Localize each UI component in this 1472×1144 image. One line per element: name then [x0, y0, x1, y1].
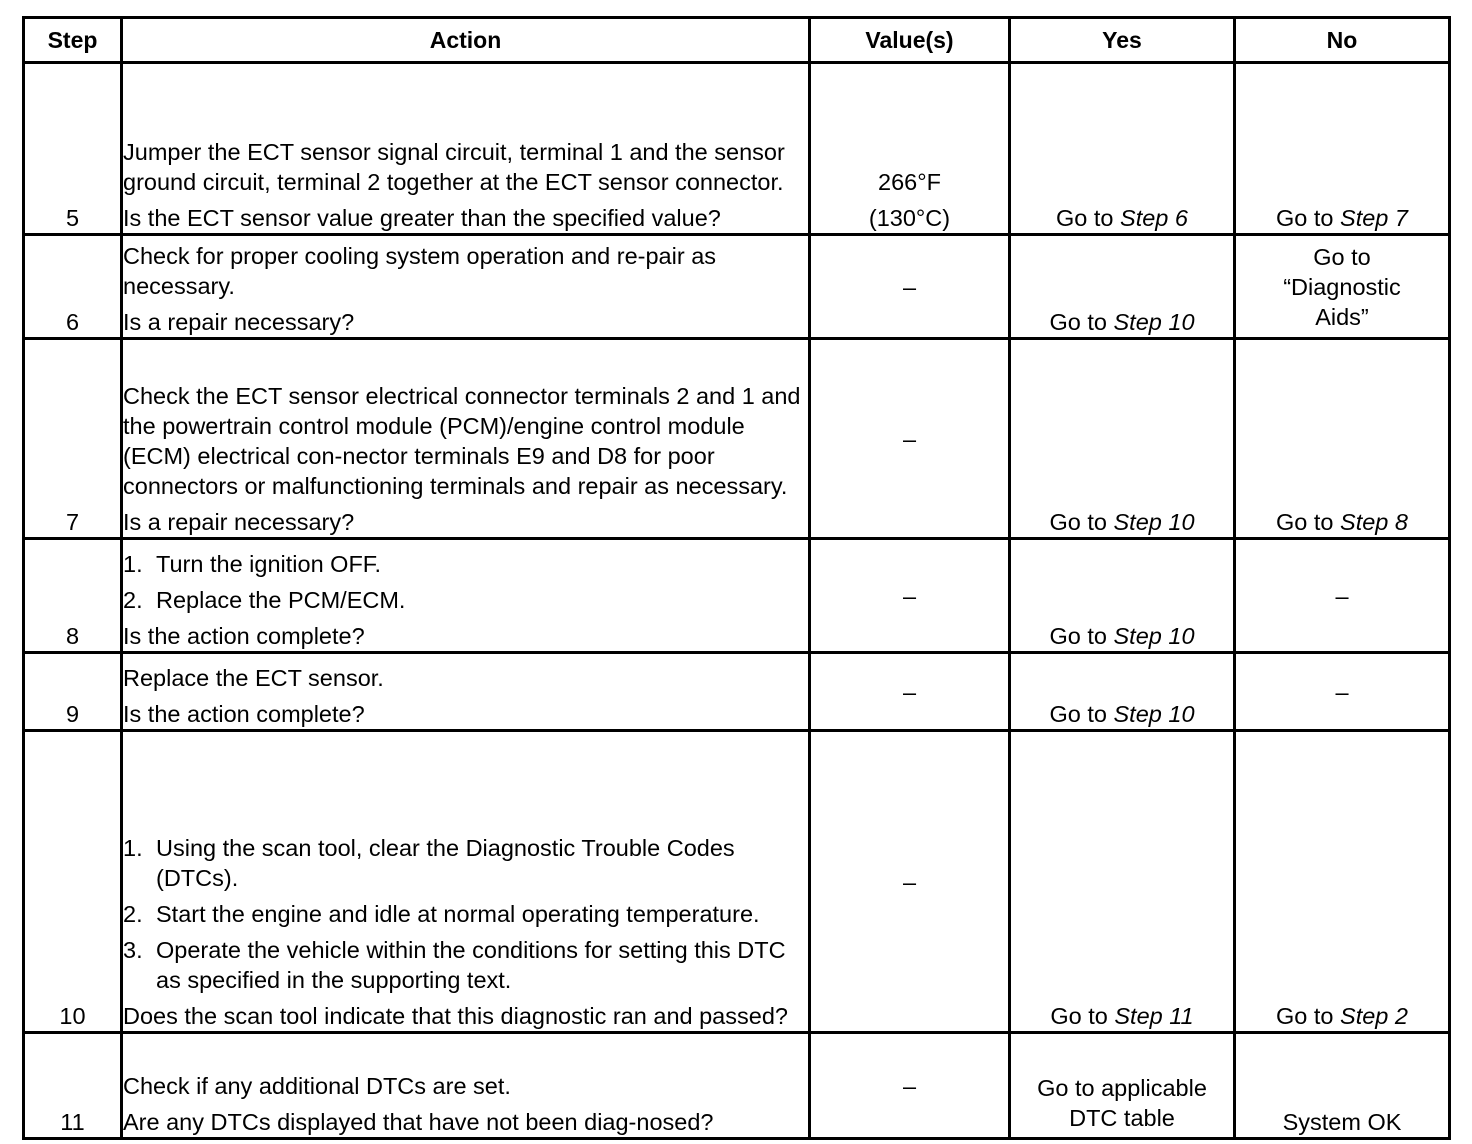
- list-text: Using the scan tool, clear the Diagnostic Trouble Codes (DTCs).: [156, 835, 735, 891]
- yes-step-link[interactable]: Step 10: [1113, 701, 1195, 727]
- action-cell: [122, 653, 810, 731]
- no-cell: System OK: [1235, 1033, 1450, 1139]
- action-text: Jumper the ECT sensor signal circuit, terminal 1 and the sensor ground circuit, terminal 2 together at the ECT sensor connector.: [123, 139, 785, 195]
- yes-step-link[interactable]: Step 10: [1113, 509, 1195, 535]
- list-item: [123, 833, 808, 893]
- yes-step-link[interactable]: Step 10: [1113, 309, 1195, 335]
- yes-cell: [1010, 731, 1235, 1033]
- value-cell: [810, 63, 1010, 235]
- action-text: Check if any additional DTCs are set.: [123, 1073, 511, 1099]
- list-text: Start the engine and idle at normal operating temperature.: [156, 901, 760, 927]
- action-cell: [122, 63, 810, 235]
- action-text: Check the ECT sensor electrical connector terminals 2 and 1 and the powertrain control module (PCM)/engine control module (ECM) electrical con-nector terminals E9 and D8 for poor connectors or malfunctioning terminals and repair as necessary.: [123, 383, 801, 499]
- value-cell: –: [810, 339, 1010, 539]
- value-cell: –: [810, 235, 1010, 339]
- value-cell: –: [810, 1033, 1010, 1139]
- diagnostic-table: [22, 16, 1451, 1140]
- yes-step-link[interactable]: Step 6: [1120, 205, 1188, 231]
- yes-step-link[interactable]: Step 10: [1113, 623, 1195, 649]
- yes-prefix: Go to: [1050, 1003, 1115, 1029]
- table-row: [24, 653, 1450, 731]
- list-item: [123, 935, 808, 995]
- step-number: 8: [24, 539, 122, 653]
- yes-cell[interactable]: Go to applicable DTC table: [1010, 1033, 1235, 1139]
- list-number: 2.: [123, 901, 143, 927]
- list-item: [123, 549, 808, 579]
- no-step-link[interactable]: Step 2: [1340, 1003, 1408, 1029]
- no-step-link[interactable]: Step 8: [1340, 509, 1408, 535]
- no-cell: [1235, 339, 1450, 539]
- value-cell: –: [810, 653, 1010, 731]
- yes-prefix: Go to: [1056, 205, 1121, 231]
- action-question: Are any DTCs displayed that have not been diag-nosed?: [123, 1109, 714, 1135]
- yes-step-link[interactable]: Step 11: [1114, 1003, 1194, 1029]
- step-number: 7: [24, 339, 122, 539]
- no-cell: –: [1235, 539, 1450, 653]
- step-number: 9: [24, 653, 122, 731]
- action-cell: [122, 731, 810, 1033]
- list-number: 2.: [123, 587, 143, 613]
- yes-cell: [1010, 235, 1235, 339]
- action-question: Does the scan tool indicate that this diagnostic ran and passed?: [123, 1003, 788, 1029]
- yes-prefix: Go to: [1049, 509, 1114, 535]
- yes-prefix: Go to: [1049, 701, 1114, 727]
- yes-cell: [1010, 539, 1235, 653]
- yes-prefix: Go to: [1049, 309, 1114, 335]
- action-question: Is the action complete?: [123, 623, 365, 649]
- no-cell: [1235, 63, 1450, 235]
- header-row: [24, 18, 1450, 63]
- no-prefix: Go to: [1276, 205, 1341, 231]
- action-cell: [122, 339, 810, 539]
- yes-cell: [1010, 339, 1235, 539]
- value-fahrenheit: 266°F: [878, 169, 941, 195]
- no-cell[interactable]: Go to “Diagnostic Aids”: [1235, 235, 1450, 339]
- list-number: 3.: [123, 937, 143, 963]
- action-cell: [122, 539, 810, 653]
- header-step: Step: [24, 18, 122, 63]
- action-question: Is a repair necessary?: [123, 309, 355, 335]
- list-number: 1.: [123, 551, 143, 577]
- no-cell: –: [1235, 653, 1450, 731]
- step-number: 10: [24, 731, 122, 1033]
- table-row: [24, 731, 1450, 1033]
- action-text: Replace the ECT sensor.: [123, 665, 384, 691]
- table-row: [24, 539, 1450, 653]
- yes-cell: [1010, 653, 1235, 731]
- list-text: Operate the vehicle within the conditions for setting this DTC as specified in the supporting text.: [156, 937, 786, 993]
- list-text: Replace the PCM/ECM.: [156, 587, 406, 613]
- list-item: [123, 899, 808, 929]
- step-number: 11: [24, 1033, 122, 1139]
- step-number: 6: [24, 235, 122, 339]
- value-celsius: (130°C): [868, 205, 951, 231]
- action-question: Is the ECT sensor value greater than the specified value?: [123, 205, 721, 231]
- header-no: No: [1235, 18, 1450, 63]
- list-number: 1.: [123, 835, 143, 861]
- no-step-link[interactable]: Step 7: [1340, 205, 1408, 231]
- list-item: [123, 585, 808, 615]
- table-row: [24, 339, 1450, 539]
- table-row: [24, 63, 1450, 235]
- yes-prefix: Go to: [1049, 623, 1114, 649]
- header-values: Value(s): [810, 18, 1010, 63]
- table-row: [24, 235, 1450, 339]
- table-row: [24, 1033, 1450, 1139]
- action-question: Is a repair necessary?: [123, 509, 355, 535]
- value-cell: –: [810, 539, 1010, 653]
- yes-cell: [1010, 63, 1235, 235]
- action-cell: [122, 1033, 810, 1139]
- header-action: Action: [122, 18, 810, 63]
- action-question: Is the action complete?: [123, 701, 365, 727]
- action-cell: [122, 235, 810, 339]
- action-text: Check for proper cooling system operation and re-pair as necessary.: [123, 243, 717, 299]
- no-cell: [1235, 731, 1450, 1033]
- no-prefix: Go to: [1276, 1003, 1341, 1029]
- value-cell: –: [810, 731, 1010, 1033]
- list-text: Turn the ignition OFF.: [156, 551, 382, 577]
- no-prefix: Go to: [1276, 509, 1341, 535]
- header-yes: Yes: [1010, 18, 1235, 63]
- step-number: 5: [24, 63, 122, 235]
